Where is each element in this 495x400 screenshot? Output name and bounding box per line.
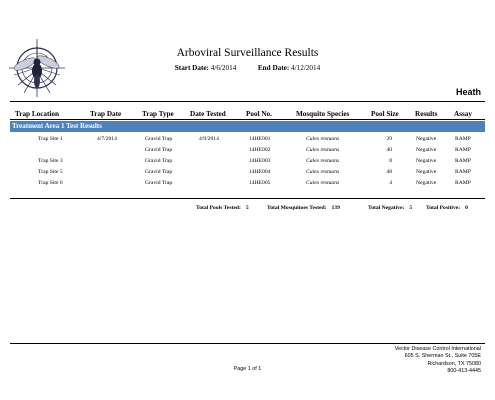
company-address-line1: 605 S. Sherman St., Suite 705E [404, 353, 481, 360]
total-positive-value: 0 [465, 205, 468, 211]
cell-pool-no: 14HE003 [249, 158, 271, 164]
col-pool-no: Pool No. [246, 110, 272, 118]
total-negative-label: Total Negative: [368, 205, 405, 211]
date-range [0, 64, 495, 72]
cell-species: Culex restuans [306, 147, 340, 153]
footer-divider [10, 343, 485, 344]
total-pools-label: Total Pools Tested: [196, 205, 241, 211]
cell-pool-no: 14HE004 [249, 169, 271, 175]
start-date-label: Start Date: [174, 64, 209, 72]
cell-pool-size: 48 [386, 169, 392, 175]
col-trap-location: Trap Location [15, 110, 59, 118]
total-negative [368, 205, 412, 211]
cell-trap-location: Trap Site 1 [38, 136, 63, 142]
cell-trap-date: 4/7/2014 [97, 136, 117, 142]
cell-assay: RAMP [455, 158, 471, 164]
company-name: Vector Disease Control International [394, 346, 481, 352]
cell-pool-size: 4 [389, 180, 392, 186]
col-results: Results [415, 110, 438, 118]
cell-trap-type: Gravid Trap [145, 180, 173, 186]
cell-pool-size: 39 [386, 136, 392, 142]
table-row [0, 145, 495, 156]
total-positive [426, 205, 468, 211]
start-date-value: 4/6/2014 [210, 64, 237, 72]
cell-assay: RAMP [455, 169, 471, 175]
company-address-line2: Richardson, TX 75080 [427, 360, 481, 367]
cell-species: Culex restuans [306, 136, 340, 142]
total-mosquitoes-label: Total Mosquitoes Tested: [267, 205, 327, 211]
cell-species: Culex restuans [306, 180, 340, 186]
cell-trap-location: Trap Site 5 [38, 169, 63, 175]
cell-result: Negative [416, 169, 437, 175]
cell-pool-no: 14HE002 [249, 147, 271, 153]
section-header: Treatment Area 1 Test Results [10, 121, 485, 132]
total-negative-value: 5 [409, 205, 413, 211]
col-trap-date: Trap Date [90, 110, 122, 118]
cell-species: Culex restuans [306, 158, 340, 164]
total-pools-value: 5 [245, 205, 249, 211]
cell-pool-no: 14HE001 [249, 136, 271, 142]
report-title: Arboviral Surveillance Results [176, 47, 319, 59]
cell-result: Negative [416, 180, 437, 186]
col-trap-type: Trap Type [142, 110, 174, 118]
table-row [0, 156, 495, 167]
col-assay: Assay [454, 110, 472, 118]
total-mosquitoes-value: 139 [331, 205, 340, 211]
col-pool-size: Pool Size [371, 110, 399, 118]
cell-result: Negative [416, 147, 437, 153]
page-number: Page 1 of 1 [233, 366, 262, 372]
total-mosquitoes [267, 205, 340, 211]
end-date-label: End Date: [257, 64, 290, 72]
col-date-tested: Date Tested [190, 110, 226, 118]
cell-trap-type: Gravid Trap [145, 169, 173, 175]
cell-pool-size: 40 [386, 147, 392, 153]
total-pools [196, 205, 249, 211]
cell-trap-type: Gravid Trap [145, 136, 173, 142]
col-mosquito-species: Mosquito Species [296, 110, 350, 118]
cell-trap-location: Trap Site 3 [38, 158, 63, 164]
header-divider [10, 101, 485, 102]
cell-trap-location: Trap Site 6 [38, 180, 63, 186]
cell-date-tested: 4/9/2014 [199, 136, 219, 142]
cell-assay: RAMP [455, 147, 471, 153]
total-positive-label: Total Positive: [426, 205, 461, 211]
end-date-value: 4/12/2014 [291, 64, 321, 72]
cell-assay: RAMP [455, 180, 471, 186]
table-row [0, 167, 495, 178]
cell-assay: RAMP [455, 136, 471, 142]
column-divider [10, 119, 485, 120]
cell-result: Negative [416, 136, 437, 142]
cell-pool-no: 14HE005 [249, 180, 271, 186]
table-row [0, 134, 495, 145]
cell-pool-size: 8 [389, 158, 392, 164]
cell-result: Negative [416, 158, 437, 164]
cell-trap-type: Gravid Trap [145, 147, 173, 153]
cell-species: Culex restuans [306, 169, 340, 175]
table-row [0, 178, 495, 189]
client-name: Heath [455, 87, 481, 97]
company-phone: 800-413-4445 [447, 368, 481, 375]
cell-trap-type: Gravid Trap [145, 158, 173, 164]
table-end-divider [10, 198, 485, 199]
